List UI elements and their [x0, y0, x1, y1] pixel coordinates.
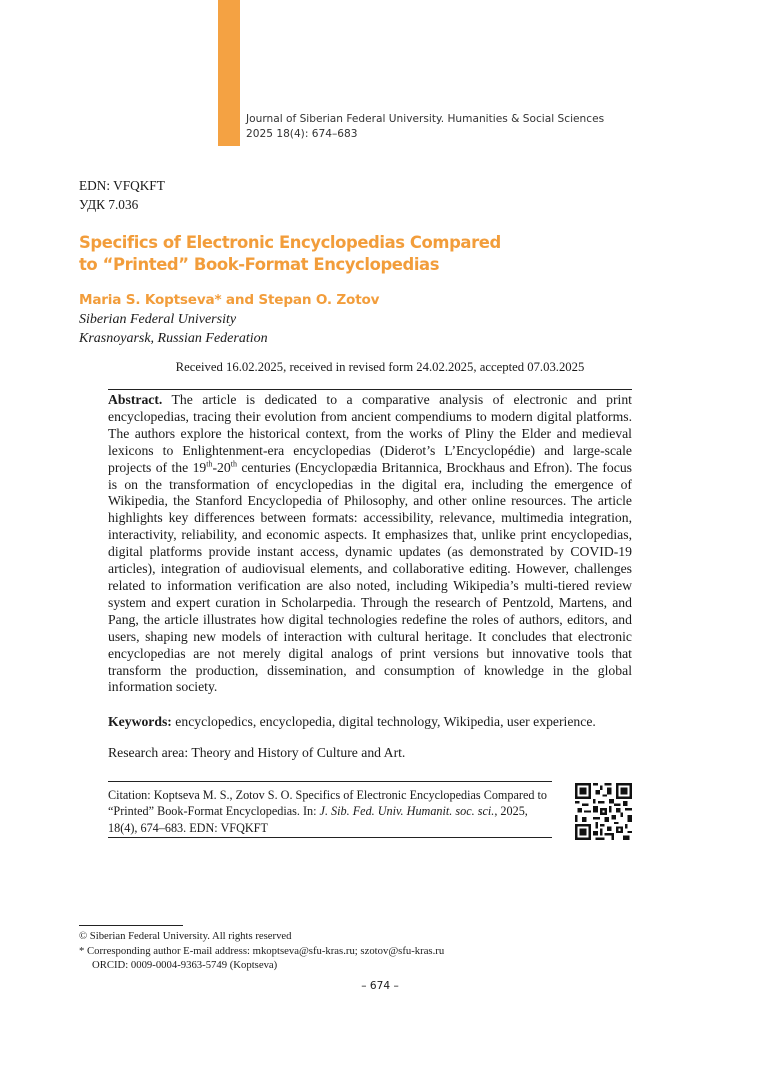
orcid-note: ORCID: 0009-0004-9363-5749 (Koptseva) [92, 959, 278, 972]
journal-header [246, 112, 604, 141]
corresponding-author-note: * Corresponding author E-mail address: mkoptseva@sfu-kras.ru; szotov@sfu-kras.ru [79, 944, 445, 957]
citation [108, 787, 554, 836]
journal-issue: 2025 18(4): 674–683 [246, 127, 358, 140]
keywords-label: Keywords: [108, 714, 172, 729]
article-title [79, 232, 679, 275]
qr-code-icon [575, 783, 632, 840]
abstract-text-a: The article is dedicated to a comparative analysis of electronic and print encyclopedias, tracing their evolution from ancient compendiums to modern digital platforms. The authors explore the historical context, from the works of Pliny the Elder and medieval lexicons to Enlightenment-era encyclopedias (Diderot’s L’Encyclopédie) and large-scale projects of the 19 [108, 392, 632, 475]
abstract-top-rule [108, 389, 632, 390]
journal-accent-bar [218, 0, 240, 146]
abstract-text-b: -20 [212, 459, 231, 475]
journal-name: Journal of Siberian Federal University. Humanities & Social Sciences [246, 113, 605, 125]
edn-code: EDN: VFQKFT [79, 178, 165, 193]
footnotes [79, 929, 444, 973]
abstract-label: Abstract. [108, 392, 163, 407]
copyright-note: © Siberian Federal University. All rights reserved [79, 930, 292, 942]
affiliation-location: Krasnoyarsk, Russian Federation [79, 331, 268, 346]
udc-code: УДК 7.036 [79, 197, 139, 212]
affiliation-university: Siberian Federal University [79, 312, 237, 327]
article-title-line1: Specifics of Electronic Encyclopedias Compared [79, 233, 501, 252]
identifiers [79, 176, 165, 214]
received-dates: Received 16.02.2025, received in revised form 24.02.2025, accepted 07.03.2025 [175, 360, 585, 374]
footnote-rule [79, 925, 183, 926]
citation-top-rule [108, 781, 552, 782]
citation-journal: J. Sib. Fed. Univ. Humanit. soc. sci. [319, 804, 495, 819]
citation-text-b: , 2025, 18(4), 674–683. EDN: VFQKFT [108, 804, 528, 835]
abstract-sup-1: th [206, 459, 213, 469]
article-title-line2: to “Printed” Book-Format Encyclopedias [79, 254, 440, 274]
page-number: – 674 – [361, 980, 399, 992]
keywords [108, 713, 632, 730]
abstract-text-c: centuries (Encyclopædia Britannica, Brockhaus and Efron). The focus is on the transformation of encyclopedias in the digital era, including the emergence of Wikipedia, the Stanford Encyclopedia of Philosophy, and other online resources. The article highlights key differences between formats: accessibility, relevance, multimedia integration, interactivity, reliability, and economic aspects. It emphasizes that, unlike print encyclopedias, digital platforms provide instant access, dynamic updates (as demonstrated by COVID-19 articles), integration of audiovisual elements, and collaborative editing. However, challenges related to information verification are also noted, including Wikipedia’s multi-tiered review system and expert curation in Scholarpedia. Through the research of Pentzold, Martens, and Pang, the article illustrates how digital technologies redefine the roles of authors, editors, and users, shaping new models of interaction with cultural heritage. It concludes that electronic encyclopedias are not merely digital analogs of print versions but innovative tools that transform the production, dissemination, and consumption of knowledge in the global information society. [108, 459, 633, 695]
citation-bottom-rule [108, 837, 552, 838]
research-area: Research area: Theory and History of Culture and Art. [108, 745, 406, 760]
affiliation [79, 310, 268, 348]
keywords-text: encyclopedics, encyclopedia, digital technology, Wikipedia, user experience. [171, 714, 596, 729]
authors: Maria S. Koptseva* and Stepan O. Zotov [79, 292, 380, 308]
citation-text-a: Citation: Koptseva M. S., Zotov S. O. Specifics of Electronic Encyclopedias Compared to “Printed” Book-Format Encyclopedias. In: [108, 788, 548, 819]
abstract [108, 392, 632, 696]
abstract-sup-2: th [230, 459, 237, 469]
